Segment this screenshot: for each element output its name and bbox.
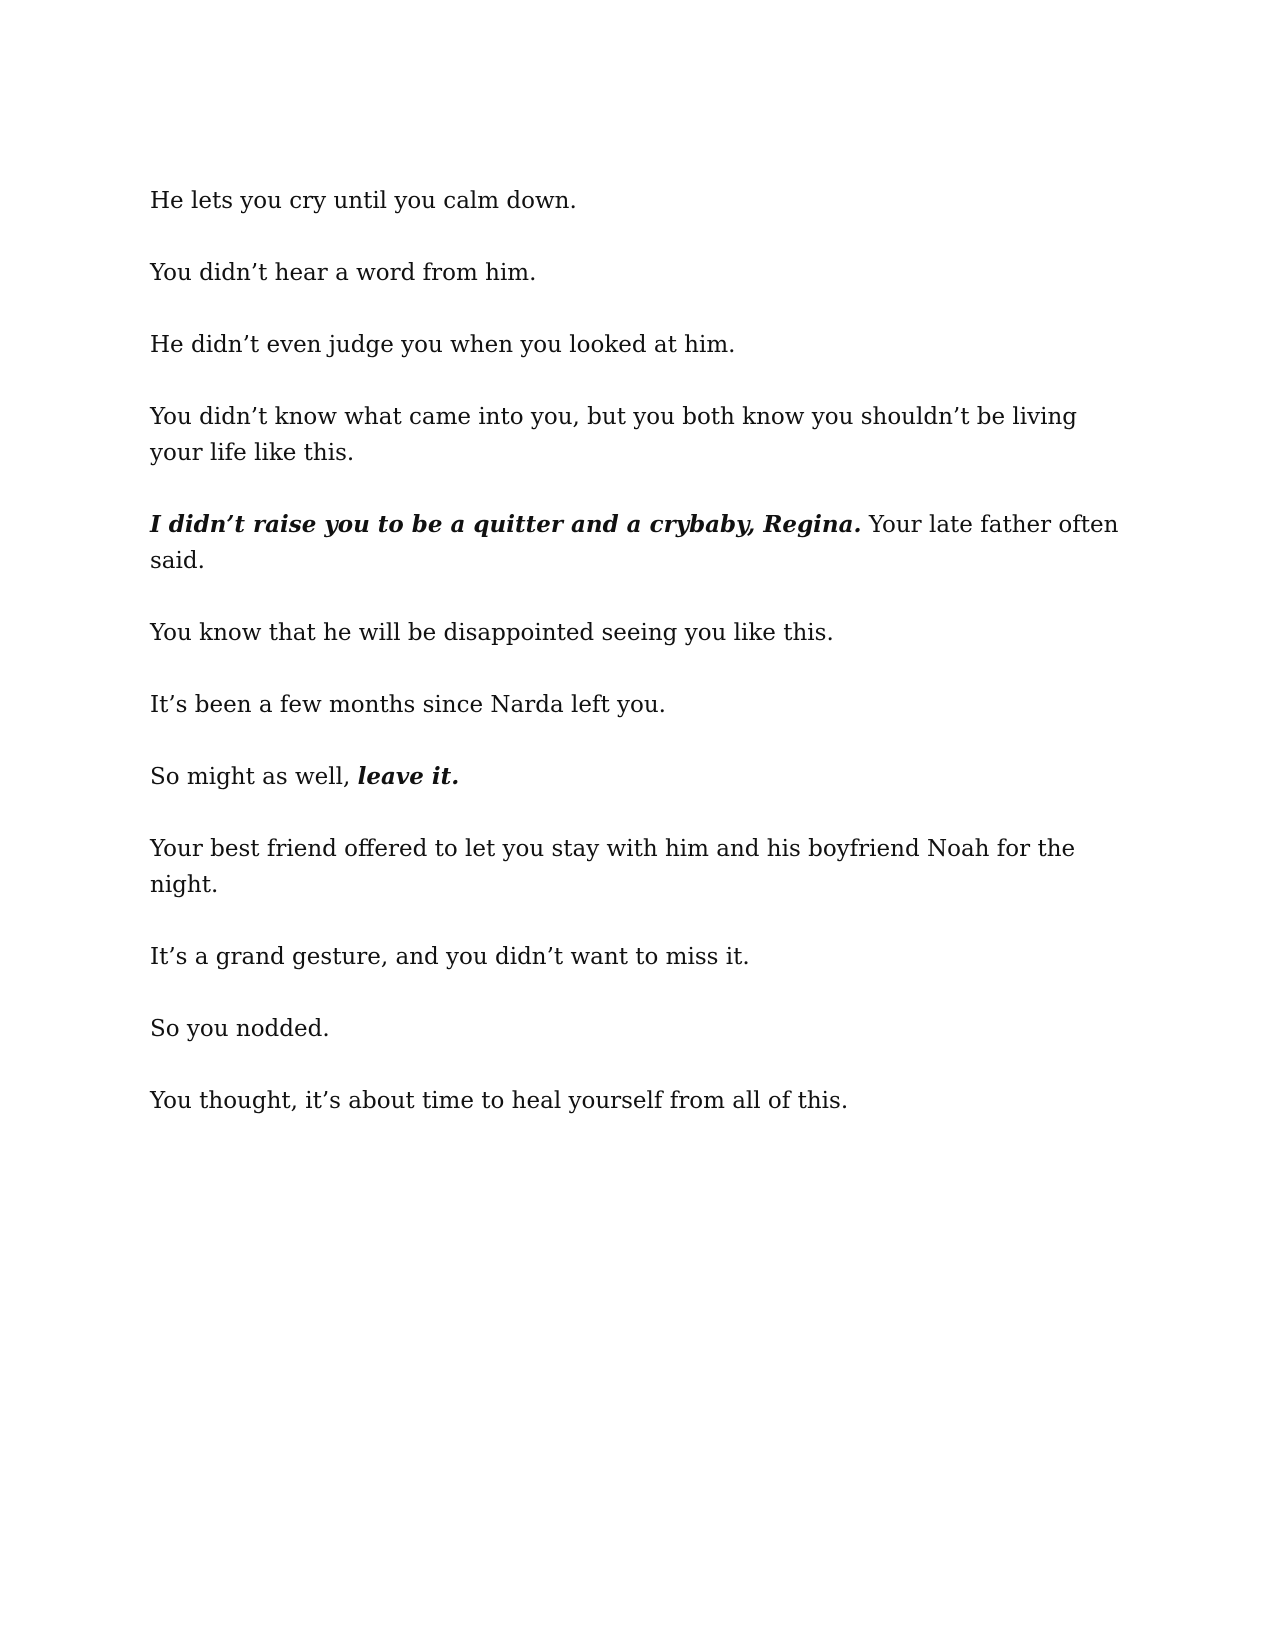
- paragraph-1: He lets you cry until you calm down.: [150, 188, 577, 214]
- paragraph-8-lead: So might as well,: [150, 764, 358, 790]
- paragraph-11: So you nodded.: [150, 1016, 330, 1042]
- father-quote-attribution: Your late father often said.: [150, 512, 1119, 574]
- paragraph-4: You didn’t know what came into you, but you both know you shouldn’t be living your life like this.: [150, 404, 1077, 466]
- paragraph-3: He didn’t even judge you when you looked at him.: [150, 332, 736, 358]
- paragraph-5: [150, 507, 1130, 579]
- document-body: [150, 183, 1130, 1155]
- father-quote: I didn’t raise you to be a quitter and a crybaby, Regina.: [150, 511, 862, 538]
- paragraph-8: [150, 759, 1130, 795]
- paragraph-7: It’s been a few months since Narda left you.: [150, 692, 666, 718]
- paragraph-2: You didn’t hear a word from him.: [150, 260, 537, 286]
- paragraph-12: You thought, it’s about time to heal yourself from all of this.: [150, 1088, 849, 1114]
- paragraph-9: Your best friend offered to let you stay with him and his boyfriend Noah for the night.: [150, 836, 1076, 898]
- paragraph-6: You know that he will be disappointed seeing you like this.: [150, 620, 834, 646]
- paragraph-8-emphasis: leave it.: [357, 763, 460, 790]
- paragraph-10: It’s a grand gesture, and you didn’t want to miss it.: [150, 944, 750, 970]
